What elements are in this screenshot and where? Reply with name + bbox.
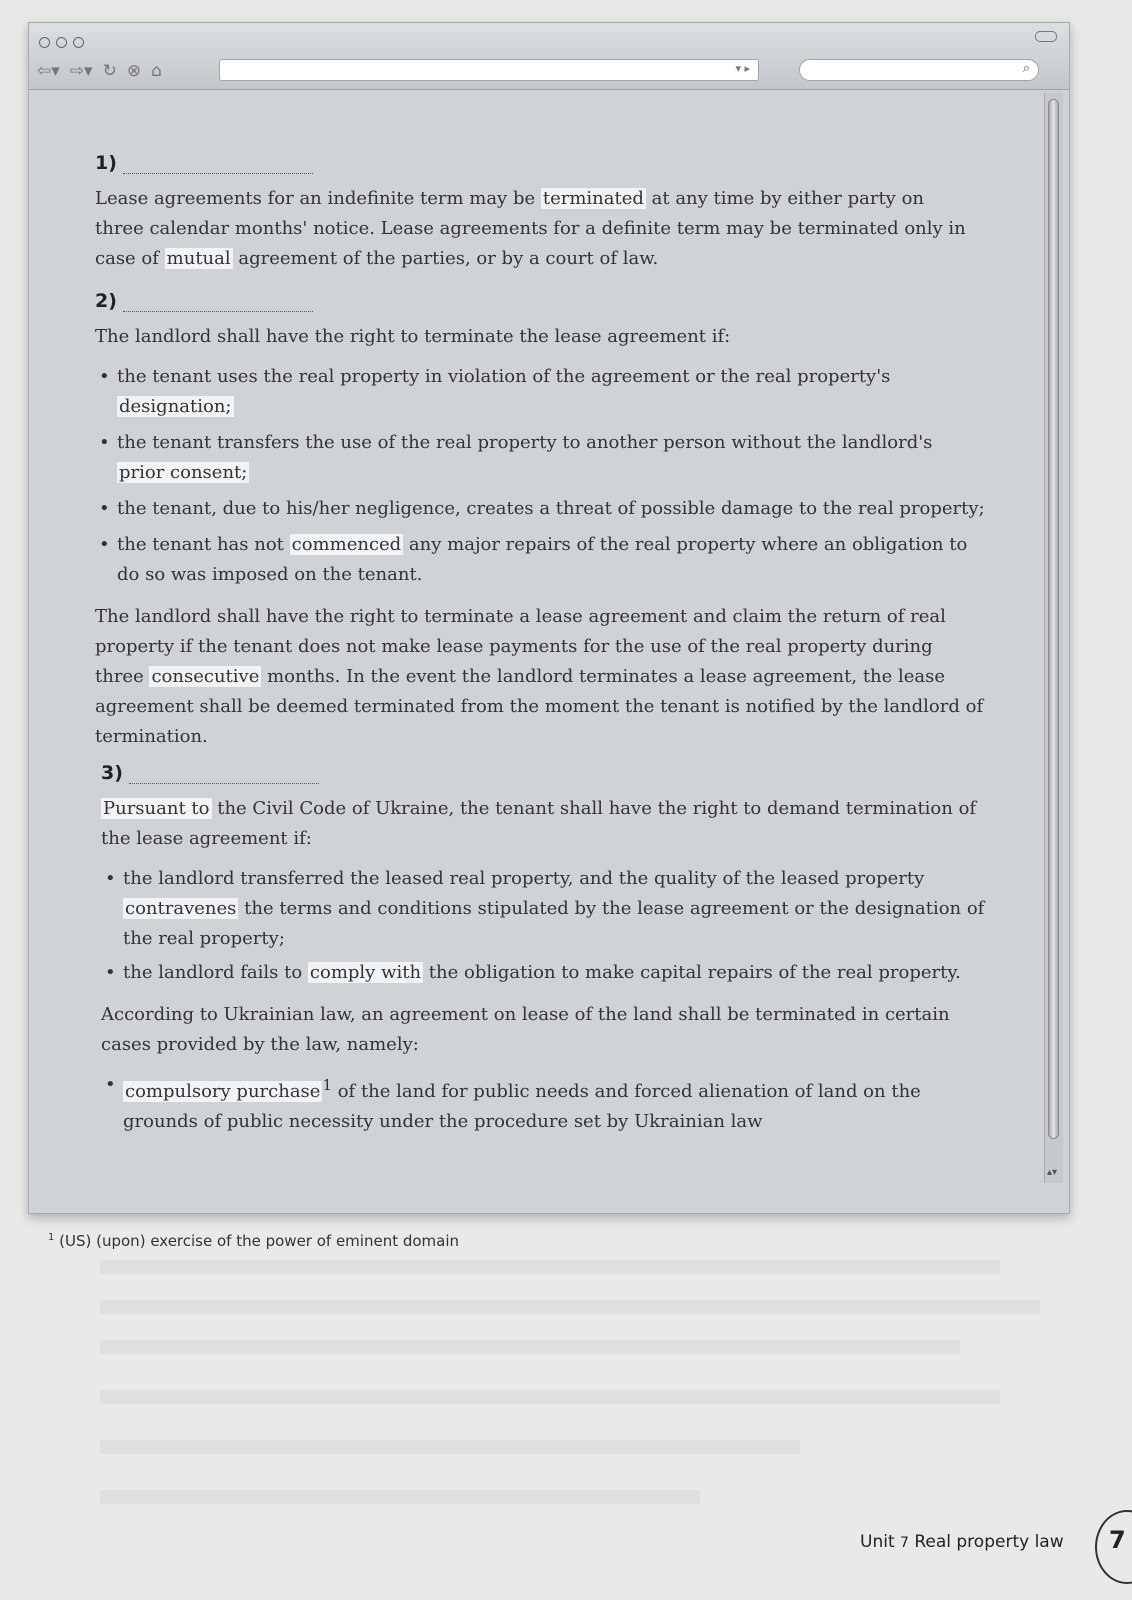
- browser-toolbar: [29, 23, 1069, 90]
- address-dropdown-icon[interactable]: ▾ ▸: [735, 62, 750, 75]
- window-controls: [39, 37, 84, 48]
- minimize-window-button[interactable]: [56, 37, 67, 48]
- bullet-list: [101, 1070, 991, 1137]
- highlighted-term: compulsory purchase: [125, 1081, 321, 1102]
- page-content: [29, 90, 1041, 1210]
- page-number-tab: [1095, 1510, 1132, 1584]
- list-item: [95, 428, 985, 488]
- section-number-label: 1): [95, 152, 117, 174]
- highlighted-term: designation;: [119, 396, 232, 417]
- bullet-list: [101, 864, 991, 988]
- answer-blank[interactable]: [129, 767, 319, 784]
- list-item: [101, 958, 991, 988]
- back-arrow-icon[interactable]: ⇦▾: [37, 61, 60, 81]
- background-text-line: [100, 1300, 1040, 1314]
- background-text-line: [100, 1490, 700, 1504]
- scrollbar-thumb[interactable]: [1048, 99, 1059, 1139]
- section-intro: [101, 794, 991, 854]
- text-span: months. In the event the landlord terminates a lease agreement, the lease agreement shall be deemed terminated from the moment the tenant is notified by the landlord of termination.: [95, 666, 984, 747]
- text-span: The landlord shall have the right to terminate a lease agreement and claim the return of real property if the tenant does not make lease payments for the use of the real property during three: [95, 606, 946, 687]
- running-footer: [860, 1532, 1064, 1552]
- section-1: [95, 152, 975, 274]
- text-span: the tenant, due to his/her negligence, creates a threat of possible damage to the real property;: [117, 498, 985, 519]
- forward-arrow-icon[interactable]: ⇨▾: [69, 61, 93, 81]
- list-item: [95, 362, 985, 422]
- highlighted-term: consecutive: [151, 666, 260, 687]
- text-span: the Civil Code of Ukraine, the tenant shall have the right to demand termination of the lease agreement if:: [101, 798, 977, 849]
- stop-icon[interactable]: ⊗: [126, 61, 142, 81]
- text-span: the landlord transferred the leased real property, and the quality of the leased property: [123, 868, 925, 889]
- highlighted-term: terminated: [542, 188, 644, 209]
- scroll-arrows-icon[interactable]: ▴▾: [1047, 1167, 1058, 1178]
- highlighted-term: contravenes: [125, 898, 237, 919]
- section-closing: [95, 602, 985, 752]
- section-3: [101, 762, 991, 1137]
- zoom-window-button[interactable]: [73, 37, 84, 48]
- section-number: [95, 152, 975, 174]
- text-span: the terms and conditions stipulated by the lease agreement or the designation of the real property;: [123, 898, 985, 949]
- section-number-label: 2): [95, 290, 117, 312]
- home-icon[interactable]: ⌂: [151, 61, 162, 81]
- navigation-buttons: [37, 61, 162, 81]
- section-closing: According to Ukrainian law, an agreement on lease of the land shall be terminated in certain cases provided by the law, namely:: [101, 1004, 950, 1055]
- bullet-list: [95, 362, 985, 590]
- highlighted-term: Pursuant to: [103, 798, 210, 819]
- answer-blank[interactable]: [123, 295, 313, 312]
- list-item: [101, 864, 991, 954]
- search-field[interactable]: [799, 59, 1039, 81]
- browser-window: [28, 22, 1070, 1214]
- background-text-line: [100, 1390, 1000, 1404]
- background-text-line: [100, 1440, 800, 1454]
- footnote-number: 1: [48, 1232, 55, 1243]
- list-item: [95, 530, 985, 590]
- list-item: [101, 1070, 991, 1137]
- text-span: the tenant transfers the use of the real property to another person without the landlord's: [117, 432, 933, 453]
- text-span: the obligation to make capital repairs of the real property.: [423, 962, 961, 983]
- text-span: the tenant uses the real property in violation of the agreement or the real property's: [117, 366, 891, 387]
- text-span: the tenant has not: [117, 534, 290, 555]
- text-span: the landlord fails to: [123, 962, 308, 983]
- text-span: of the land for public needs and forced alienation of land on the grounds of public necessity under the procedure set by Ukrainian law: [123, 1081, 921, 1132]
- vertical-scrollbar[interactable]: [1044, 93, 1063, 1183]
- toolbar-toggle-button[interactable]: [1035, 31, 1057, 42]
- answer-blank[interactable]: [123, 157, 313, 174]
- address-bar[interactable]: [219, 59, 759, 81]
- background-text-line: [100, 1340, 960, 1354]
- background-text-line: [100, 1260, 1000, 1274]
- section-intro: The landlord shall have the right to terminate the lease agreement if:: [95, 326, 731, 347]
- section-number-label: 3): [101, 762, 123, 784]
- text-span: agreement of the parties, or by a court of law.: [232, 248, 659, 269]
- close-window-button[interactable]: [39, 37, 50, 48]
- unit-number: 7: [900, 1535, 909, 1551]
- text-span: at any time by either party on three calendar months' notice. Lease agreements for a definite term may be terminated only in case of: [95, 188, 966, 269]
- list-item: [95, 494, 985, 524]
- footnote: [48, 1232, 459, 1250]
- highlighted-term: comply with: [309, 962, 422, 983]
- section-paragraph: [95, 184, 975, 274]
- reload-icon[interactable]: ↻: [102, 61, 117, 81]
- page-number: 7: [1109, 1526, 1126, 1554]
- footnote-text: (US) (upon) exercise of the power of eminent domain: [59, 1232, 460, 1250]
- unit-title: Real property law: [914, 1532, 1064, 1552]
- highlighted-term: prior consent;: [119, 462, 248, 483]
- text-span: Lease agreements for an indefinite term may be: [95, 188, 541, 209]
- highlighted-term: commenced: [291, 534, 402, 555]
- unit-word: Unit: [860, 1532, 895, 1552]
- section-number: [95, 290, 985, 312]
- magnifier-icon[interactable]: ⌕: [1022, 61, 1030, 76]
- section-2: [95, 290, 985, 752]
- highlighted-term: mutual: [166, 248, 231, 269]
- text-span: any major repairs of the real property where an obligation to do so was imposed on the tenant.: [117, 534, 968, 585]
- footnote-marker: 1: [322, 1076, 332, 1094]
- section-number: [101, 762, 991, 784]
